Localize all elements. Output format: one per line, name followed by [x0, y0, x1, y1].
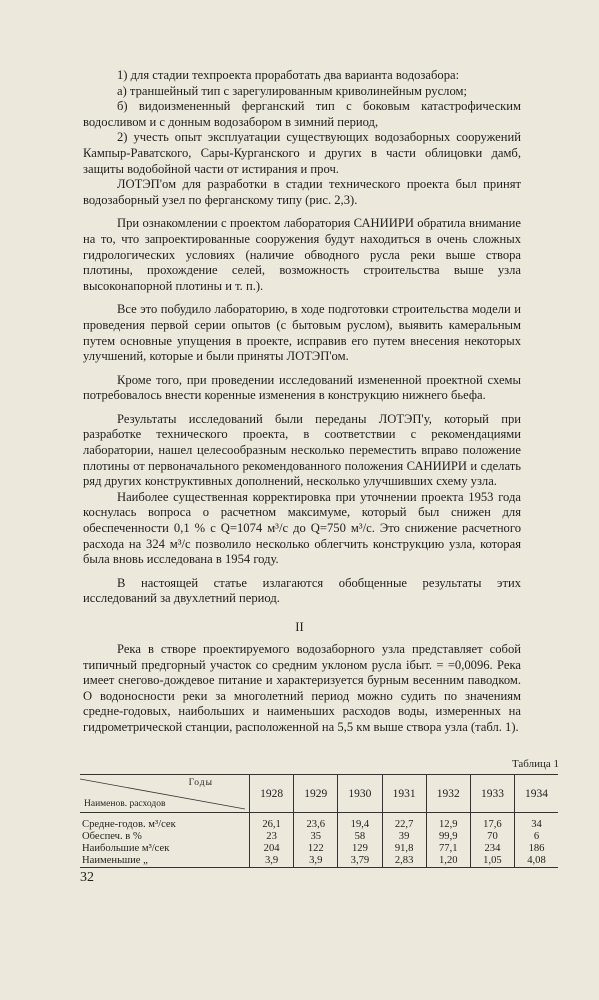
paragraph: а) траншейный тип с зарегулированным криволинейным руслом; — [117, 83, 467, 98]
paragraph: ЛОТЭП'ом для разработки в стадии технического проекта был принят водозаборный узел по ферганскому типу (рис. 2,3). — [83, 177, 521, 207]
table-row — [80, 831, 558, 843]
table-cell: 2,83 — [382, 855, 426, 868]
table-cell: 77,1 — [426, 843, 470, 855]
paragraph: В настоящей статье излагаются обобщенные результаты этих исследований за двухлетний период. — [83, 575, 521, 606]
table-cell: 3,9 — [250, 855, 294, 868]
page-number: 32 — [80, 870, 94, 885]
table-cell: 129 — [338, 843, 382, 855]
year-header: 1931 — [382, 775, 426, 813]
table-row — [80, 813, 558, 832]
table-cell: 23,6 — [294, 813, 338, 832]
table-cell: 234 — [470, 843, 514, 855]
paragraph: Результаты исследований были переданы ЛОТЭП'у, который при разработке технического проекта, в соответствии с рекомендациями лаборатории, нашел целесообразным несколько переместить вправо положение плотины от первоначального рекомендованного положения САНИИРИ и сделать ряд других конструктивных дополнений, несколько улучшивших схему узла. — [83, 411, 521, 489]
paragraph: При ознакомлении с проектом лаборатория САНИИРИ обратила внимание на то, что запроектированные сооружения будут находиться в очень сложных гидрологических условиях (наличие обводного русла реки выше створа плотины, прохождение селей, возможность строительства выше узла высоконапорной плотины и т. п.). — [83, 216, 521, 293]
year-header: 1929 — [294, 775, 338, 813]
paragraph: Все это побудило лабораторию, в ходе подготовки строительства модели и проведения первой серии опытов (с бытовым руслом), выявить камеральным путем основные упущения в проекте, исправив его путем внесения некоторых улучшений, которые и были приняты ЛОТЭП'ом. — [83, 302, 521, 364]
table-row — [80, 843, 558, 855]
table-cell: 99,9 — [426, 831, 470, 843]
table-cell: 23 — [250, 831, 294, 843]
row-label: Наименьшие „ — [80, 855, 250, 868]
body-text — [83, 68, 521, 607]
table-cell: 34 — [515, 813, 558, 832]
table-caption: Таблица 1 — [511, 758, 559, 770]
row-label: Наибольшие м³/сек — [82, 843, 170, 854]
table-cell: 17,6 — [470, 813, 514, 832]
table-cell: 1,05 — [470, 855, 514, 868]
corner-label-years: Годы — [188, 778, 213, 788]
section-2-text — [83, 642, 521, 736]
paragraph: Река в створе проектируемого водозаборного узла представляет собой типичный предгорный участок со средним уклоном русла iбыт. = =0,0096. Река имеет снегово-дождевое питание и характеризуется бурным весенним паводком. О водоносности реки за многолетний период можно судить по значениям средне-годовых, наибольших и наименьших расходов воды, измеренных на гидрометрической станции, расположенной на 5,5 км выше створа узла (табл. 1). — [83, 642, 521, 734]
table-cell: 186 — [515, 843, 558, 855]
table-cell: 35 — [294, 831, 338, 843]
table-cell: 204 — [250, 843, 294, 855]
table-cell: 12,9 — [426, 813, 470, 832]
year-header: 1930 — [338, 775, 382, 813]
corner-label-names: Наименов. расходов — [84, 799, 166, 809]
year-header: 1928 — [250, 775, 294, 813]
paragraph: 1) для стадии техпроекта проработать два варианта водозабора: — [117, 68, 460, 82]
year-header: 1934 — [515, 775, 558, 813]
row-label: Средне-годов. м³/сек — [82, 819, 176, 830]
table-cell: 122 — [294, 843, 338, 855]
table-cell: 1,20 — [426, 855, 470, 868]
table-cell: 70 — [470, 831, 514, 843]
table-cell: 22,7 — [382, 813, 426, 832]
paragraph: Кроме того, при проведении исследований измененной проектной схемы потребовалось внести коренные изменения в конструкцию нижнего бьефа. — [83, 372, 521, 403]
table-cell: 3,79 — [338, 855, 382, 868]
table-cell: 39 — [382, 831, 426, 843]
paragraph: б) видоизмененный ферганский тип с боковым катастрофическим водосливом и с донным водозабором в зимний период, — [83, 99, 521, 129]
table-header-row — [80, 775, 558, 813]
paragraph: Наиболее существенная корректировка при уточнении проекта 1953 года коснулась вопроса о расчетном максимуме, который был снижен для обеспеченности 0,1 % с Q=1074 м³/с до Q=750 м³/с. Это снижение расчетного расхода на 324 м³/с позволило несколько облегчить конструкцию узла, которая была вновь исследована в 1954 году. — [83, 489, 521, 567]
table-row — [80, 855, 558, 868]
table-cell: 26,1 — [250, 813, 294, 832]
row-label: Обеспеч. в % — [82, 831, 142, 842]
table-cell: 4,08 — [515, 855, 558, 868]
paragraph: 2) учесть опыт эксплуатации существующих водозаборных сооружений Кампыр-Раватского, Сары-Курганского и других в части облицовки дамб, защиты водобойной части от истирания и проч. — [83, 130, 521, 176]
table-cell: 6 — [515, 831, 558, 843]
section-heading: II — [295, 620, 304, 634]
year-header: 1932 — [426, 775, 470, 813]
table-cell: 19,4 — [338, 813, 382, 832]
table-cell: 3,9 — [294, 855, 338, 868]
table-cell: 58 — [338, 831, 382, 843]
table-cell: 91,8 — [382, 843, 426, 855]
table-corner-cell — [80, 775, 250, 813]
year-header: 1933 — [470, 775, 514, 813]
flow-table — [80, 774, 558, 868]
